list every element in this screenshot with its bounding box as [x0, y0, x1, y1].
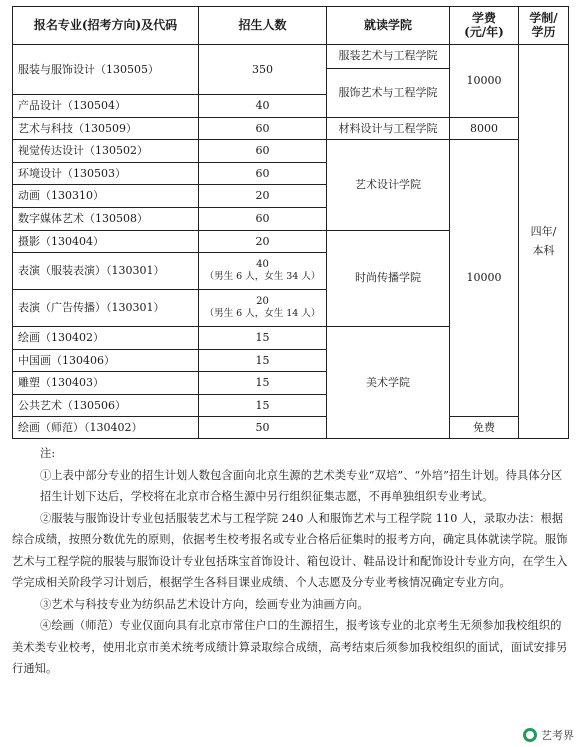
- college-cell: 时尚传播学院: [327, 230, 450, 326]
- fee-cell: 免费: [450, 417, 519, 439]
- count-note: （男生 6 人，女生 14 人）: [204, 308, 321, 320]
- header-count: 招生人数: [199, 7, 327, 45]
- table-row: [13, 117, 569, 140]
- major-cell: 表演（服装表演）（130301）: [13, 253, 199, 290]
- major-cell: 公共艺术（130506）: [13, 394, 199, 417]
- major-cell: 摄影（130404）: [13, 230, 199, 253]
- note-item: ③艺术与科技专业为纺织品艺术设计方向，绘画专业为油画方向。: [40, 597, 369, 611]
- major-cell: 表演（广告传播）（130301）: [13, 290, 199, 327]
- major-cell: 数字媒体艺术（130508）: [13, 208, 199, 231]
- count-value: 40: [256, 259, 269, 271]
- count-value: 20: [256, 296, 269, 308]
- count-cell: 15: [199, 349, 327, 372]
- watermark-text: 艺考界: [541, 729, 574, 742]
- notes-title: 注:: [40, 447, 56, 460]
- count-cell: 20: [199, 230, 327, 253]
- table-row: [13, 140, 569, 163]
- major-cell: 环境设计（130503）: [13, 162, 199, 185]
- header-system: 学制/ 学历: [519, 7, 569, 45]
- major-cell: 绘画（130402）: [13, 327, 199, 350]
- major-cell: 艺术与科技（130509）: [13, 117, 199, 140]
- count-cell: [199, 253, 327, 290]
- count-cell: 350: [199, 44, 327, 94]
- count-cell: 50: [199, 417, 327, 439]
- count-cell: 60: [199, 117, 327, 140]
- fee-cell: 10000: [450, 44, 519, 117]
- count-cell: 20: [199, 185, 327, 208]
- fee-cell: 10000: [450, 140, 519, 417]
- fee-cell: 8000: [450, 117, 519, 140]
- header-college: 就读学院: [327, 7, 450, 45]
- system-cell: 四年/ 本科: [519, 44, 569, 438]
- count-cell: [199, 290, 327, 327]
- watermark: [523, 727, 574, 743]
- major-cell: 服装与服饰设计（130505）: [13, 44, 199, 94]
- major-cell: 动画（130310）: [13, 185, 199, 208]
- college-cell: 材料设计与工程学院: [327, 117, 450, 140]
- table-header-row: [13, 7, 569, 45]
- count-cell: 60: [199, 208, 327, 231]
- college-cell: 艺术设计学院: [327, 140, 450, 230]
- enrollment-table: [12, 6, 569, 439]
- count-note: （男生 6 人，女生 34 人）: [204, 271, 321, 283]
- major-cell: 视觉传达设计（130502）: [13, 140, 199, 163]
- notes-section: [12, 443, 568, 680]
- count-cell: 40: [199, 95, 327, 118]
- count-cell: 15: [199, 394, 327, 417]
- header-major: 报名专业(招考方向)及代码: [13, 7, 199, 45]
- header-fee: 学费 (元/年): [450, 7, 519, 45]
- count-cell: 15: [199, 327, 327, 350]
- major-cell: 中国画（130406）: [13, 349, 199, 372]
- table-row: [13, 417, 569, 439]
- note-item: ④绘画（师范）专业仅面向具有北京市常住户口的生源招生，报考该专业的北京考生无须参加我校组织的美术类专业校考，使用北京市美术统考成绩计算录取综合成绩，高考结束后须参加我校组织的面试，面试安排另行通知。: [12, 619, 568, 675]
- major-cell: 雕塑（130403）: [13, 372, 199, 395]
- count-cell: 15: [199, 372, 327, 395]
- note-item: ②服装与服饰设计专业包括服装艺术与工程学院 240 人和服饰艺术与工程学院 110 人，录取办法：根据综合成绩，按照分数优先的原则，依据考生校考报名或专业合格后征集时的报考方向，确定具体就读学院。服饰艺术与工程学院的服装与服饰设计专业包括珠宝首饰设计、箱包设计、鞋品设计和配饰设计专业方向，在学生入学完成相关阶段学习计划后，根据学生各科目课业成绩、个人志愿及分专业考核情况确定专业方向。: [12, 511, 568, 589]
- college-cell: 服装艺术与工程学院: [327, 44, 450, 68]
- major-cell: 产品设计（130504）: [13, 95, 199, 118]
- note-item: ①上表中部分专业的招生计划人数包含面向北京生源的艺术类专业“双培”、“外培”招生计划。待具体分区招生计划下达后，学校将在北京市合格生源中另行组织征集志愿，不再单独组织专业考试。: [40, 468, 563, 503]
- wechat-logo-icon: [523, 728, 537, 742]
- count-cell: 60: [199, 140, 327, 163]
- college-cell: 服饰艺术与工程学院: [327, 68, 450, 117]
- college-cell: 美术学院: [327, 327, 450, 439]
- count-cell: 60: [199, 162, 327, 185]
- table-row: [13, 44, 569, 68]
- major-cell: 绘画（师范）（130402）: [13, 417, 199, 439]
